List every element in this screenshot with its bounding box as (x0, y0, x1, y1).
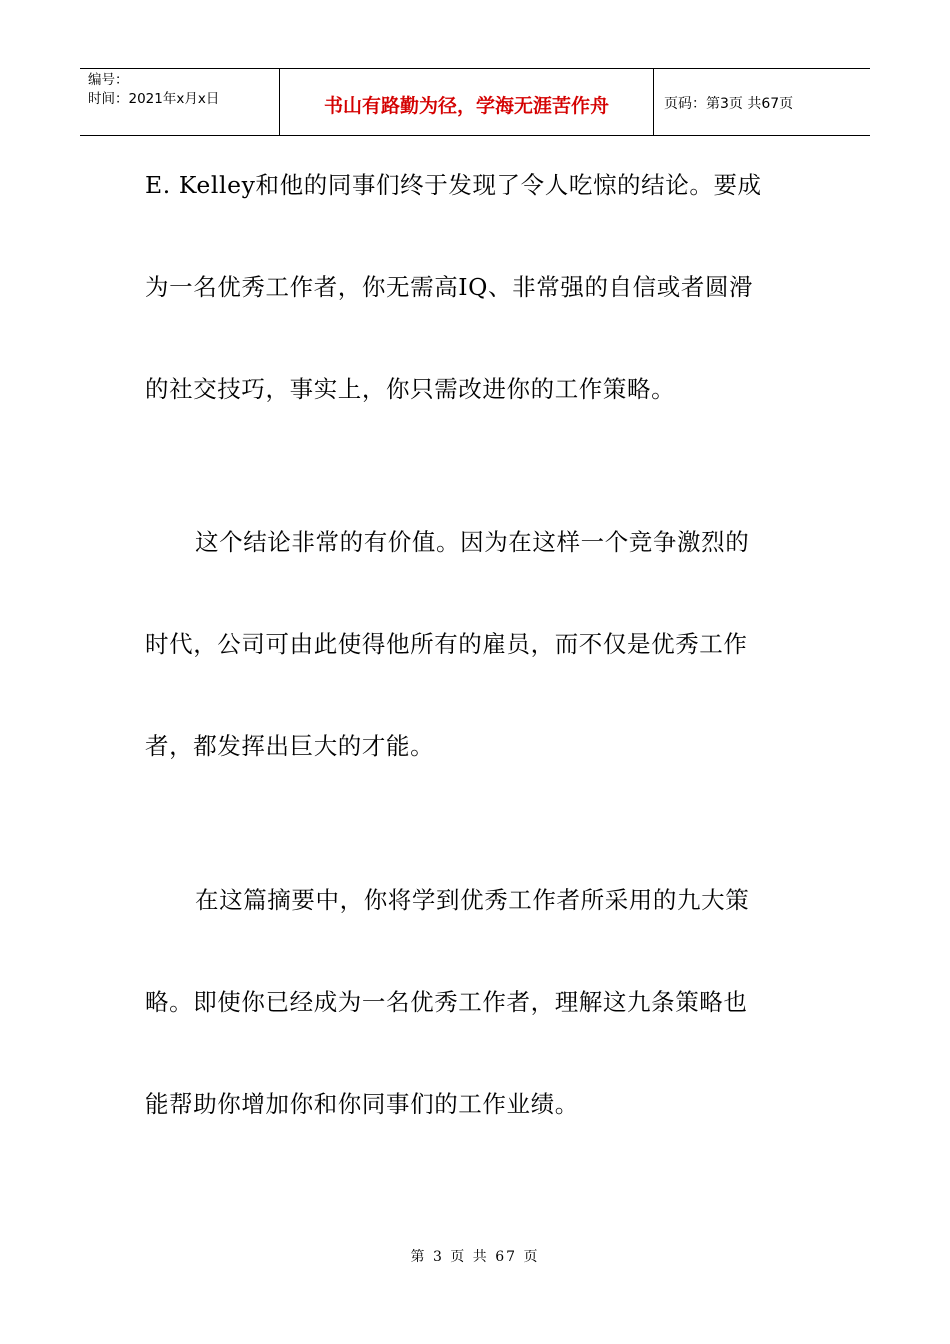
page-header (80, 68, 870, 136)
body-line: 的社交技巧，事实上，你只需改进你的工作策略。 (145, 375, 676, 403)
body-line: 这个结论非常的有价值。因为在这样一个竞争激烈的 (195, 528, 750, 556)
body-line: 为一名优秀工作者，你无需高IQ、非常强的自信或者圆滑 (145, 273, 754, 301)
body-line: 能帮助你增加你和你同事们的工作业绩。 (145, 1090, 579, 1118)
body-line: 时代，公司可由此使得他所有的雇员，而不仅是优秀工作 (145, 630, 748, 658)
number-label: 编号： (88, 72, 129, 88)
header-meta (80, 69, 280, 135)
header-page-info: 页码：第3页 共67页 (664, 96, 794, 112)
body-line: 略。即使你已经成为一名优秀工作者，理解这九条策略也 (145, 988, 748, 1016)
page-footer: 第 3 页 共 67 页 (410, 1249, 540, 1265)
body-line: E. Kelley和他的同事们终于发现了令人吃惊的结论。要成 (145, 171, 762, 199)
body-line: 者，都发挥出巨大的才能。 (145, 732, 435, 760)
header-motto: 书山有路勤为径，学海无涯苦作舟 (280, 69, 654, 135)
date-label: 时间：2021年x月x日 (88, 91, 220, 107)
body-line: 在这篇摘要中，你将学到优秀工作者所采用的九大策 (195, 886, 750, 914)
